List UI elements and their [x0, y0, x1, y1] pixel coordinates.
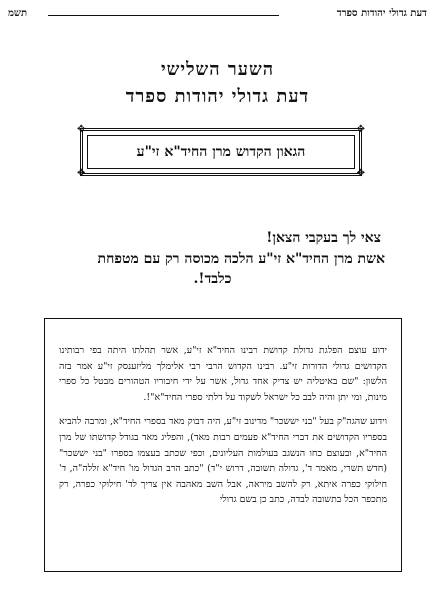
corner-ornament-icon: ✥ — [77, 168, 86, 179]
running-header — [8, 6, 427, 20]
ornamental-frame — [77, 124, 365, 179]
running-title: דעת גדולי יהודות ספרד — [336, 7, 427, 19]
text-box — [44, 318, 402, 572]
subtitle-line-1: צאי לך בעקבי הצאן! — [266, 230, 381, 246]
section-subtitle — [40, 228, 385, 288]
frame-title: הגאון הקדוש מרן החיד"א זי"ע — [87, 135, 355, 169]
page-number: תשמ — [8, 7, 28, 19]
box-paragraph-1: ידוע עוצם הפלגת גדולת קדושת רבינו החיד"א זי"ע, אשר תהלתו היתה בפי רבותינו הקדושים גדולי הדורות זי"ע. רבינו הקדוש הרבי רבי אלימלך מליזענסק זי"ע אמר בזה הלשון: "שם באיטליה יש צדיק אחד גדול, אשר על ידי חיבוריו הטהורים מבטל כל ספרי מינות, ומי יתן והיה לבב כל ישראל לשקוד על דלתי ספרי החיד"א"!. — [59, 345, 387, 403]
corner-ornament-icon: ✥ — [356, 124, 365, 135]
subtitle-line-3: כלבד!. — [193, 271, 232, 287]
subtitle-line-2: אשת מרן החיד"א זי"ע הלכה מכוסה רק עם מטפחת — [97, 251, 385, 267]
chapter-titles — [0, 58, 435, 110]
header-rule — [48, 15, 279, 16]
book-title: דעת גדולי יהודות ספרד — [125, 86, 310, 107]
corner-ornament-icon: ✥ — [77, 124, 86, 135]
corner-ornament-icon: ✥ — [356, 168, 365, 179]
gate-title: השער השלישי — [160, 59, 275, 80]
box-paragraph-2: וידוע שהגה"ק בעל "בני יששכר" מדינוב זי"ע, היה דבוק מאד בספרי החיד"א, ומרבה להביא בספריו הקדושים את דברי החיד"א פעמים רבות מאד), והפליג מאד בגודל קדושתו של מרן החיד"א, ובעוצם כחו הנשגב בעולמות העליונים, וכפי שכתב בעצמו בספרו "בני יששכר" (חדש תשרי, מאמר ד', גדולה תשובה, דרוש י"ד) "כתב הרב הגדול מו' חיד"א זללה"ה, ד' חילוקי כפרה איתא, רק להשב מיראה, אבל השב מאהבה אין צריך לד' חילוקי כפרה, רק מתכפר הכל בתשובה לבדה, כתב כן בשם גדולי — [59, 416, 387, 506]
